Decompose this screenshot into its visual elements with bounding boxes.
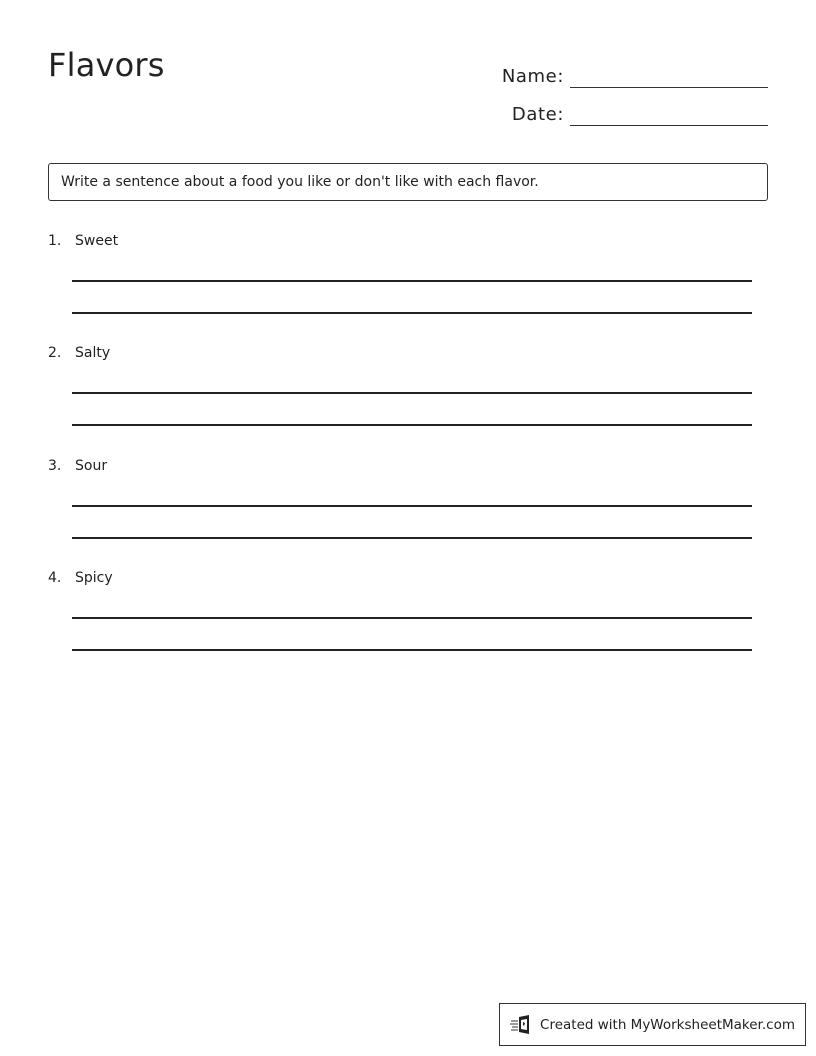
question-number: 3. [48, 458, 62, 474]
name-line[interactable] [570, 61, 768, 88]
name-label: Name: [501, 66, 564, 87]
question-header [48, 231, 752, 251]
footer-text: Created with MyWorksheetMaker.com [540, 1016, 795, 1033]
question-4 [48, 568, 752, 588]
question-header [48, 343, 752, 363]
answer-line[interactable] [72, 424, 752, 426]
footer-credit[interactable] [499, 1003, 806, 1046]
answer-line[interactable] [72, 537, 752, 539]
instructions-box: Write a sentence about a food you like or don't like with each flavor. [48, 163, 768, 201]
answer-line[interactable] [72, 280, 752, 282]
answer-line[interactable] [72, 312, 752, 314]
question-number: 2. [48, 345, 62, 361]
date-label: Date: [511, 104, 564, 125]
answer-line[interactable] [72, 392, 752, 394]
worksheet-title: Flavors [48, 46, 165, 84]
question-label: Salty [75, 345, 111, 361]
date-row [500, 88, 768, 126]
worksheet-maker-logo-icon [510, 1014, 534, 1036]
question-label: Sweet [75, 233, 119, 249]
question-number: 1. [48, 233, 62, 249]
question-label: Sour [75, 458, 108, 474]
question-2 [48, 343, 752, 363]
question-header [48, 568, 752, 588]
question-1 [48, 231, 752, 251]
question-number: 4. [48, 570, 62, 586]
name-date-block [500, 50, 768, 126]
answer-line[interactable] [72, 505, 752, 507]
date-line[interactable] [570, 99, 768, 126]
question-header [48, 456, 752, 476]
answer-line[interactable] [72, 617, 752, 619]
question-3 [48, 456, 752, 476]
name-row [500, 50, 768, 88]
question-label: Spicy [75, 570, 113, 586]
answer-line[interactable] [72, 649, 752, 651]
